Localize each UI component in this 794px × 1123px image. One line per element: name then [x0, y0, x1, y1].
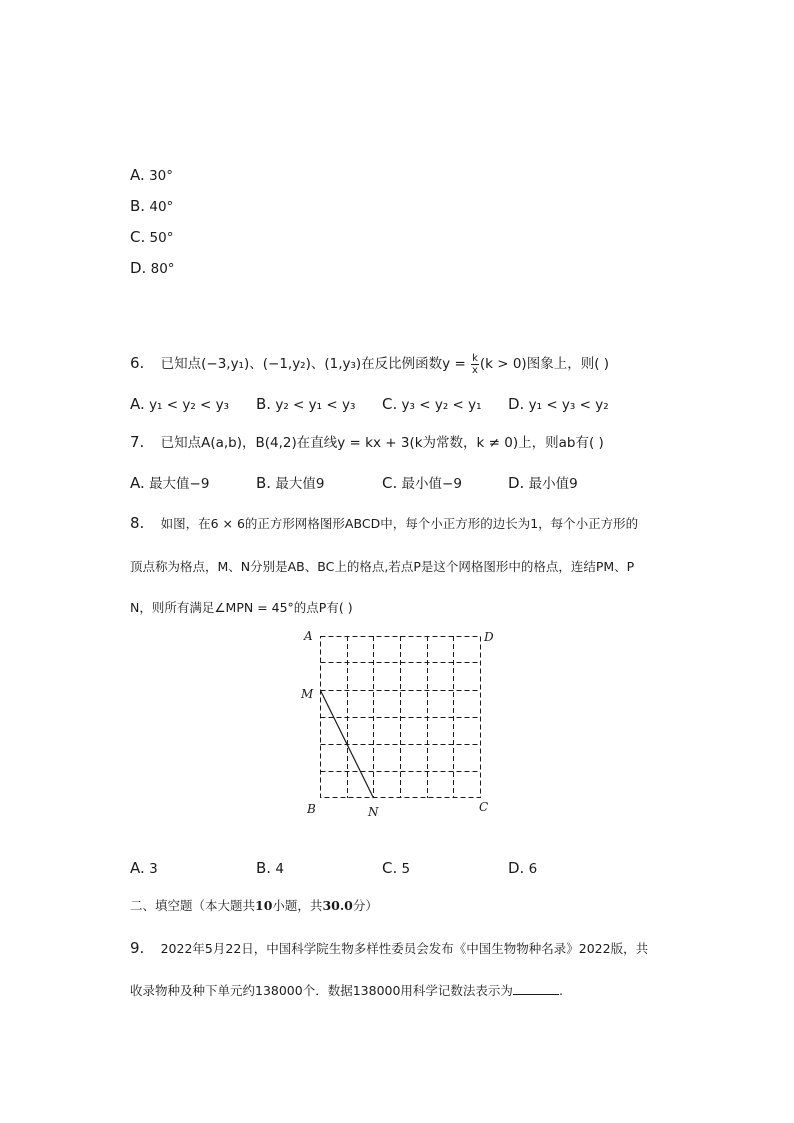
q7-option-d: D. 最小值9 [508, 474, 578, 492]
label-b: B [307, 802, 316, 816]
q5-option-c: C. 50° [130, 228, 174, 246]
label-d: D [484, 630, 494, 644]
answer-blank[interactable] [513, 982, 559, 995]
section-heading: 二、填空题（本大题共10小题，共30.0分） [130, 898, 378, 913]
q9-stem-line2: 收录物种及种下单元约138000个．数据138000用科学记数法表示为 . [130, 983, 563, 998]
label-c: C [479, 800, 489, 814]
q7-stem: 7. 已知点A(a,b)，B(4,2)在直线y = kx + 3(k为常数，k ≠ 0)上，则ab有( ) [130, 433, 604, 451]
q8-option-b: B. 4 [256, 859, 284, 877]
q6-stem: 6. 已知点(−3,y₁)、(−1,y₂)、(1,y₃)在反比例函数y = $\frac{k}{x}$ (k > 0)图象上，则( ) [130, 352, 610, 376]
grid-lines [321, 636, 481, 798]
q8-option-a: A. 3 [130, 859, 158, 877]
q8-grid-figure [296, 624, 516, 824]
q5-option-a: A. 30° [130, 166, 173, 184]
q5-option-b: B. 40° [130, 197, 174, 215]
q9-stem-line1: 9. 2022年5月22日，中国科学院生物多样性委员会发布《中国生物物种名录》2022版，共 [130, 939, 649, 957]
q6-option-b: B. y₂ < y₁ < y₃ [256, 395, 356, 413]
q7-option-a: A. 最大值−9 [130, 474, 210, 492]
q7-option-c: C. 最小值−9 [382, 474, 462, 492]
label-m: M [301, 687, 314, 701]
q6-fraction: $\frac{k}{x}$ [472, 352, 478, 376]
q6-option-d: D. y₁ < y₃ < y₂ [508, 395, 609, 413]
q6-option-c: C. y₃ < y₂ < y₁ [382, 395, 482, 413]
q6-option-a: A. y₁ < y₂ < y₃ [130, 395, 230, 413]
q8-stem-line2: 顶点称为格点，M、N分别是AB、BC上的格点,若点P是这个网格图形中的格点，连结PM、P [130, 559, 635, 574]
q7-option-b: B. 最大值9 [256, 474, 325, 492]
q8-option-d: D. 6 [508, 859, 538, 877]
label-n: N [368, 805, 379, 819]
q5-option-d: D. 80° [130, 259, 175, 277]
q8-stem-line3: N，则所有满足∠MPN = 45°的点P有( ) [130, 600, 353, 615]
label-a: A [304, 629, 313, 643]
q8-option-c: C. 5 [382, 859, 411, 877]
q8-stem-line1: 8. 如图，在6 × 6的正方形网格图形ABCD中，每个小正方形的边长为1，每个小正方形的 [130, 514, 639, 532]
